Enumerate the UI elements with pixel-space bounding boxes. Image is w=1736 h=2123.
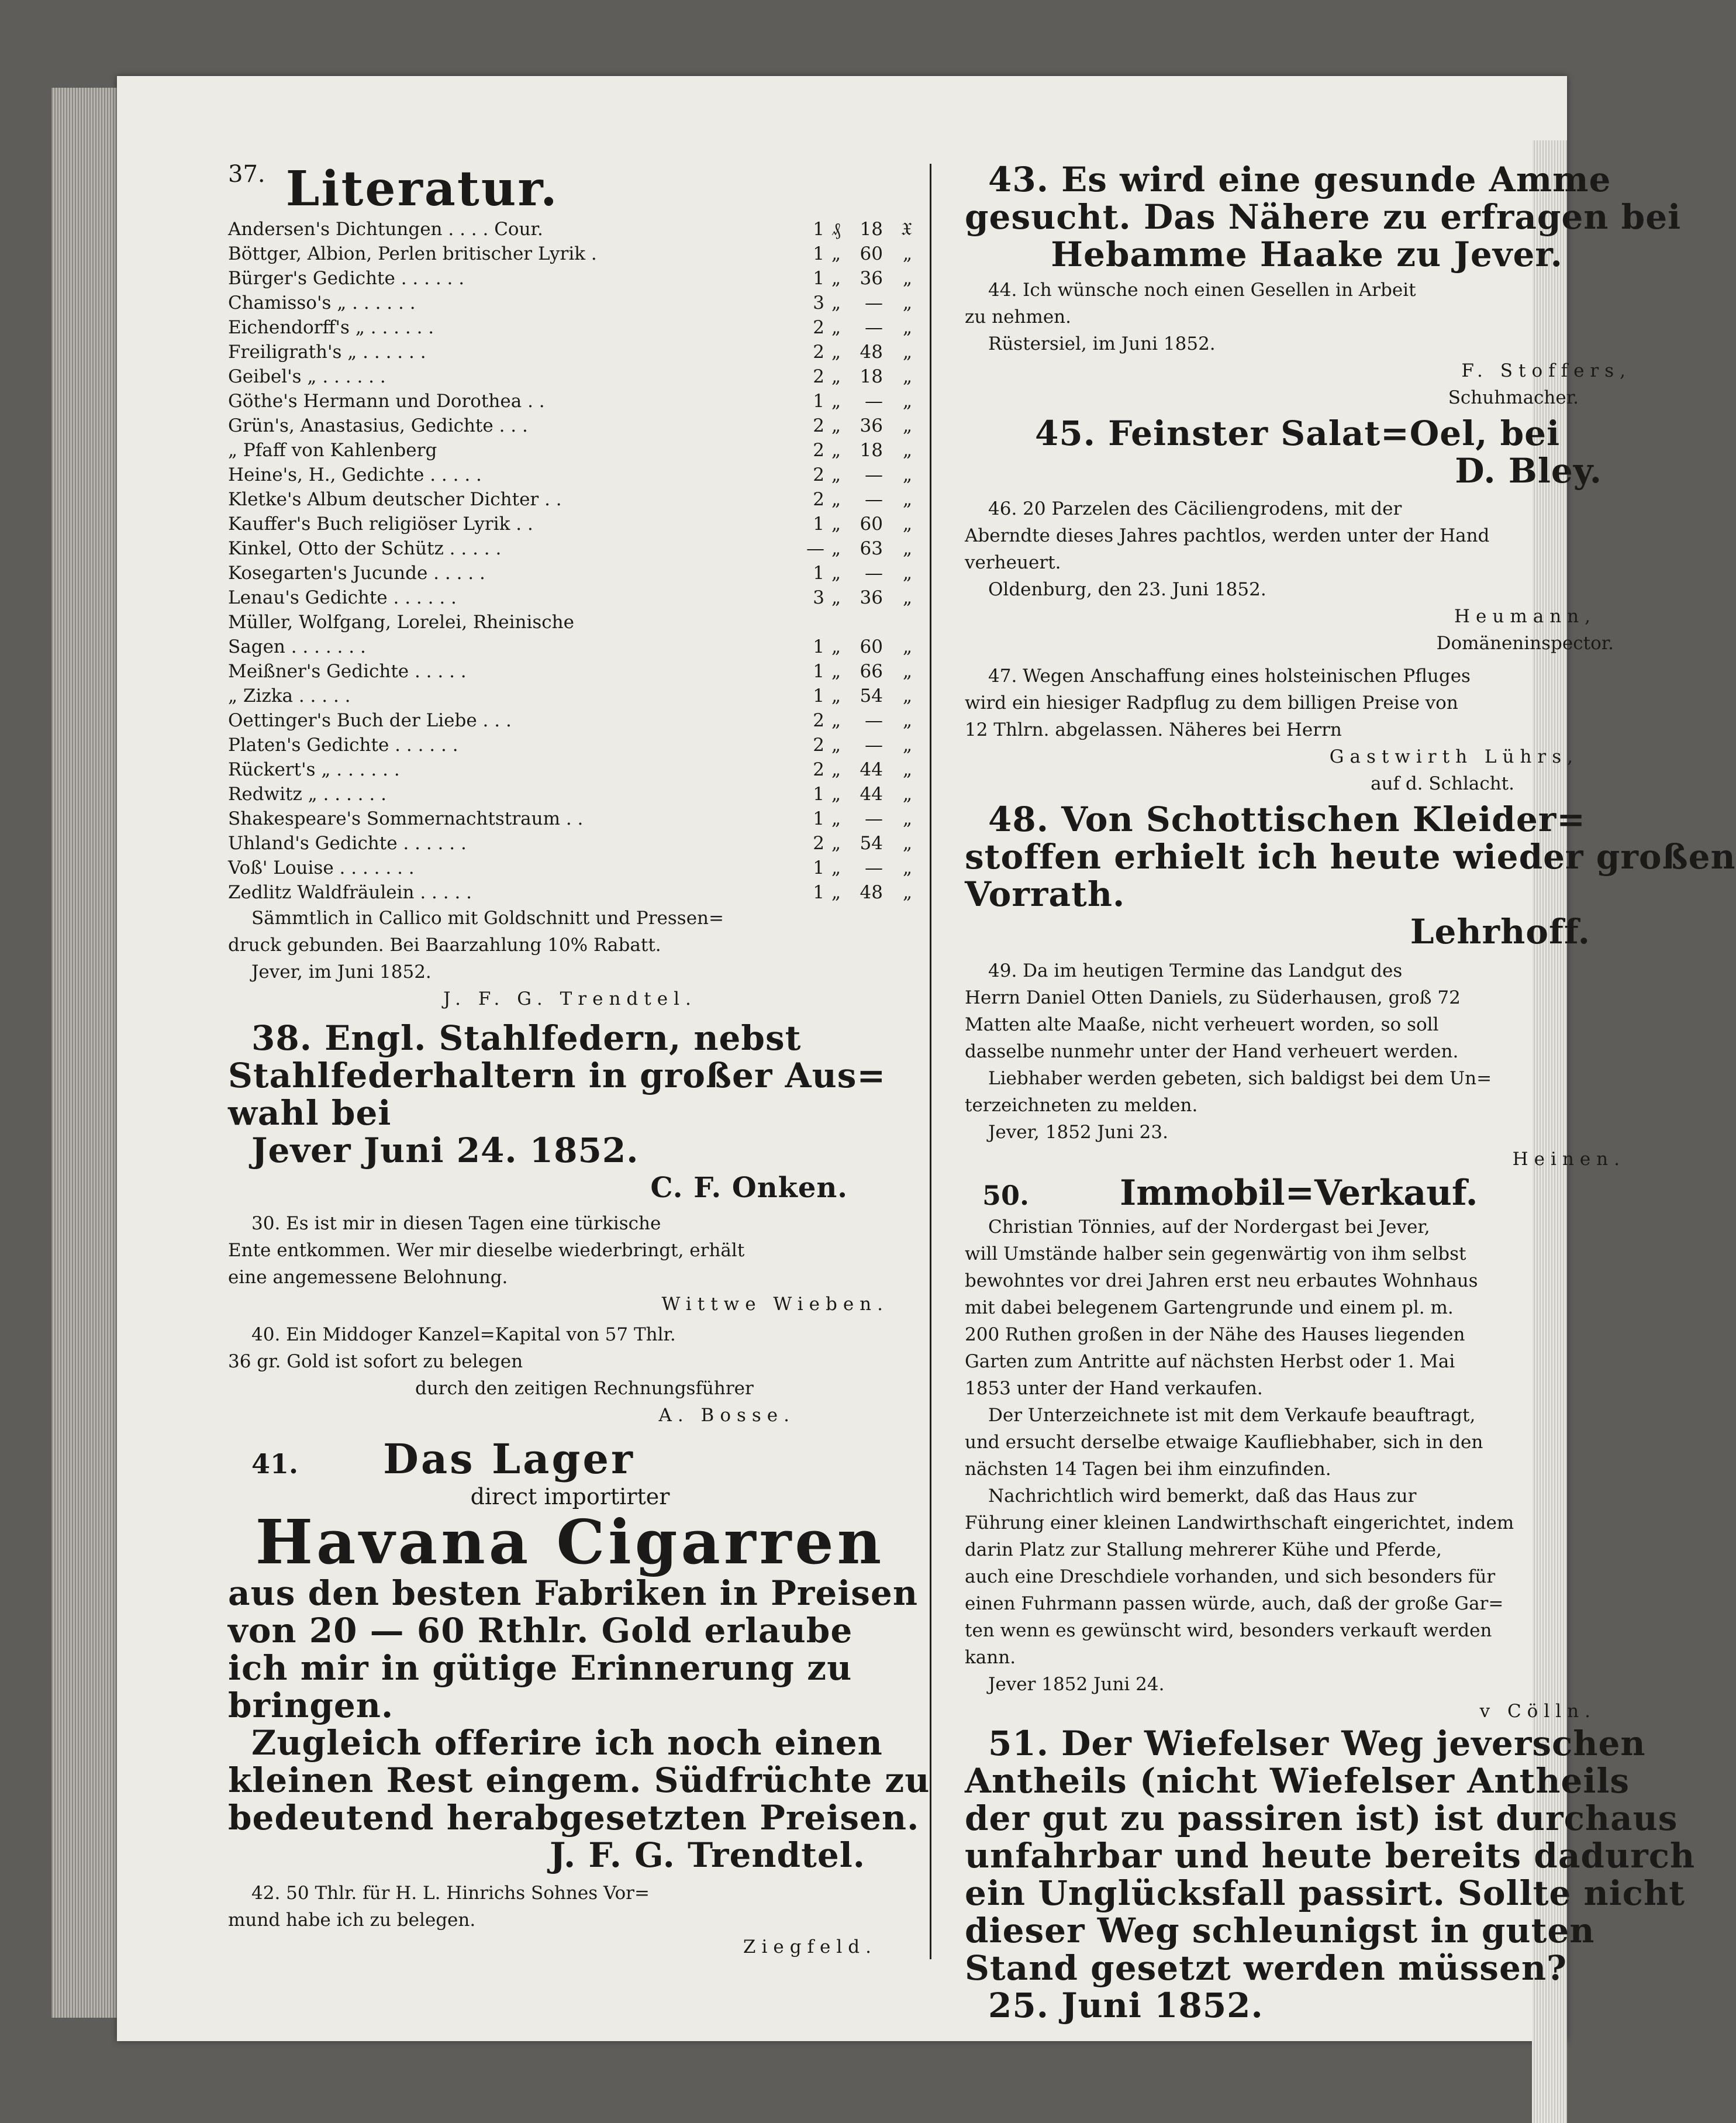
ad-50-title: Immobil=Verkauf. — [1120, 1173, 1478, 1214]
literature-cell-w: „ — [902, 538, 912, 559]
literature-cell-q: 2 — [813, 366, 824, 387]
literature-place: Jever, im Juni 1852. — [251, 961, 432, 983]
ad-50-line: Nachrichtlich wird bemerkt, daß das Haus zur — [988, 1486, 1417, 1507]
literature-cell-t: Uhland's Gedichte . . . . . . — [228, 833, 467, 854]
ad-47-line: wird ein hiesiger Radpflug zu dem billigen Preise von — [965, 692, 1458, 714]
literature-cell-q: 2 — [813, 464, 824, 485]
literature-row — [228, 561, 912, 585]
ad-47-signature: auf d. Schlacht. — [1371, 773, 1514, 794]
literature-cell-t: Andersen's Dichtungen . . . . Cour. — [228, 219, 543, 240]
literature-cell-v: 44 — [860, 784, 883, 805]
literature-cell-q: 3 — [813, 292, 824, 313]
literature-cell-v: 18 — [860, 440, 883, 461]
literature-row — [228, 880, 912, 905]
literature-row — [228, 782, 912, 807]
ad-49-line: 49. Da im heutigen Termine das Landgut des — [988, 960, 1403, 981]
ad-48-line: 48. Von Schottischen Kleider= — [988, 799, 1586, 839]
ad-41-subtitle: direct importirter — [470, 1484, 670, 1509]
literature-cell-u: „ — [831, 440, 841, 461]
literature-cell-u: „ — [831, 317, 841, 338]
literature-cell-t: Lenau's Gedichte . . . . . . — [228, 587, 457, 608]
ad-44-line: 44. Ich wünsche noch einen Gesellen in Arbeit — [988, 280, 1416, 301]
literature-cell-w: „ — [902, 415, 912, 436]
ad-42-signature: Ziegfeld. — [743, 1936, 877, 1957]
literature-cell-u: „ — [831, 685, 841, 706]
literature-cell-t: Zedlitz Waldfräulein . . . . . — [228, 882, 472, 903]
literature-row — [228, 536, 912, 561]
ad-45-line: D. Bley. — [1455, 451, 1602, 491]
literature-cell-v: — — [865, 563, 883, 584]
literature-cell-q: 3 — [813, 587, 824, 608]
ad-51-line: unfahrbar und heute bereits dadurch — [965, 1836, 1696, 1876]
ad-46-signature: Heumann, — [1454, 606, 1596, 627]
literature-cell-u: „ — [831, 464, 841, 485]
literature-cell-v: 60 — [860, 243, 883, 264]
ad-30-line: Ente entkommen. Wer mir dieselbe wiederbringt, erhält — [228, 1240, 745, 1261]
literature-cell-t: Voß' Louise . . . . . . . — [228, 857, 415, 878]
ad-41-headline: Havana Cigarren — [255, 1506, 885, 1578]
ad-43-line: 43. Es wird eine gesunde Amme — [988, 160, 1611, 199]
literature-cell-q: — — [806, 538, 824, 559]
literature-row — [228, 708, 912, 733]
ad-41-line: kleinen Rest eingem. Südfrüchte zu — [228, 1760, 930, 1800]
ad-41-line: aus den besten Fabriken in Preisen — [228, 1573, 918, 1613]
literature-cell-q: 2 — [813, 342, 824, 363]
literature-cell-t: Oettinger's Buch der Liebe . . . — [228, 710, 512, 731]
literature-cell-v: 48 — [860, 342, 883, 363]
literature-row — [228, 364, 912, 389]
literature-cell-v: — — [865, 489, 883, 510]
literature-cell-u: „ — [831, 415, 841, 436]
ad-50-line: mit dabei belegenem Gartengrunde und einem pl. m. — [965, 1297, 1454, 1318]
literature-row — [228, 315, 912, 340]
literature-row — [228, 413, 912, 438]
ad-50-line: will Umstände halber sein gegenwärtig von ihm selbst — [965, 1243, 1466, 1264]
literature-row — [228, 831, 912, 856]
literature-cell-u: „ — [831, 710, 841, 731]
literature-cell-v: 63 — [860, 538, 883, 559]
literature-cell-t: Kinkel, Otto der Schütz . . . . . — [228, 538, 502, 559]
literature-cell-u: „ — [831, 636, 841, 657]
ad-38-line: 38. Engl. Stahlfedern, nebst — [251, 1018, 802, 1058]
literature-cell-u: „ — [831, 513, 841, 535]
ad-30-line: 30. Es ist mir in diesen Tagen eine türkische — [251, 1213, 661, 1234]
literature-cell-v: — — [865, 464, 883, 485]
literature-row — [228, 463, 912, 487]
literature-cell-q: 2 — [813, 735, 824, 756]
literature-cell-q: 1 — [813, 661, 824, 682]
literature-cell-v: 44 — [860, 759, 883, 780]
literature-cell-u: „ — [831, 784, 841, 805]
literature-cell-v: — — [865, 808, 883, 829]
literature-row — [228, 610, 912, 635]
literature-cell-t: Shakespeare's Sommernachtstraum . . — [228, 808, 584, 829]
ad-43-line: gesucht. Das Nähere zu erfragen bei — [965, 197, 1682, 237]
literature-list — [228, 217, 912, 905]
ad-number: 37. — [228, 161, 265, 188]
literature-cell-q: 1 — [813, 513, 824, 535]
literature-cell-w: „ — [902, 268, 912, 289]
literature-row — [228, 807, 912, 831]
literature-row — [228, 512, 912, 536]
literature-cell-w: „ — [902, 808, 912, 829]
literature-cell-u: „ — [831, 489, 841, 510]
ad-50-line: auch eine Dreschdiele vorhanden, und sich besonders für — [965, 1566, 1496, 1587]
literature-cell-v: — — [865, 292, 883, 313]
literature-cell-q: 2 — [813, 710, 824, 731]
literature-cell-t: Redwitz „ . . . . . . — [228, 784, 386, 805]
literature-cell-q: 2 — [813, 317, 824, 338]
ad-49-line: Liebhaber werden gebeten, sich baldigst bei dem Un= — [988, 1068, 1492, 1089]
literature-cell-v: — — [865, 857, 883, 878]
literature-cell-w: „ — [902, 243, 912, 264]
ad-50-header — [965, 1173, 1649, 1214]
literature-cell-q: 1 — [813, 563, 824, 584]
ad-50-line: darin Platz zur Stallung mehrerer Kühe und Pferde, — [965, 1539, 1442, 1560]
ad-50-line: ten wenn es gewünscht wird, besonders verkauft werden — [965, 1620, 1492, 1641]
ad-49-line: dasselbe nunmehr unter der Hand verheuert werden. — [965, 1041, 1459, 1062]
literature-cell-t: Grün's, Anastasius, Gedichte . . . — [228, 415, 528, 436]
ad-42-line: 42. 50 Thlr. für H. L. Hinrichs Sohnes Vor= — [251, 1883, 650, 1904]
ad-43-line: Hebamme Haake zu Jever. — [1051, 235, 1563, 274]
ad-44-signature: Schuhmacher. — [1448, 387, 1579, 408]
literature-cell-t: „ Zizka . . . . . — [228, 685, 351, 706]
literature-cell-u: „ — [831, 857, 841, 878]
literature-cell-q: 1 — [813, 636, 824, 657]
literature-cell-u: „ — [831, 292, 841, 313]
literature-cell-q: 1 — [813, 882, 824, 903]
literature-cell-u: „ — [831, 587, 841, 608]
literature-row — [228, 585, 912, 610]
literature-cell-u: „ — [831, 661, 841, 682]
literature-row — [228, 389, 912, 413]
literature-cell-q: 1 — [813, 685, 824, 706]
ad-41-line: Zugleich offerire ich noch einen — [251, 1723, 883, 1763]
literature-cell-u: „ — [831, 538, 841, 559]
literature-cell-u: „ — [831, 882, 841, 903]
ad-44-signature: F. Stoffers, — [1461, 360, 1631, 381]
literature-cell-w: „ — [902, 685, 912, 706]
literature-cell-q: 2 — [813, 415, 824, 436]
literature-cell-q: 2 — [813, 440, 824, 461]
literature-cell-v: 54 — [860, 833, 883, 854]
ad-30-line: eine angemessene Belohnung. — [228, 1267, 508, 1288]
literature-cell-q: 1 — [813, 808, 824, 829]
ad-50-line: Führung einer kleinen Landwirthschaft eingerichtet, indem — [965, 1512, 1514, 1533]
ad-50-line: und ersucht derselbe etwaige Kaufliebhaber, sich in den — [965, 1432, 1483, 1453]
book-page-stack-left — [51, 88, 122, 2018]
ad-51-line: 51. Der Wiefelser Weg jeverschen — [988, 1724, 1646, 1763]
literature-cell-t: Müller, Wolfgang, Lorelei, Rheinische — [228, 612, 574, 633]
ad-38-line: wahl bei — [228, 1093, 392, 1133]
literature-cell-t: Sagen . . . . . . . — [228, 636, 366, 657]
ad-41-header — [228, 1435, 912, 1483]
literature-cell-v: — — [865, 317, 883, 338]
literature-cell-w: „ — [902, 857, 912, 878]
ad-50-line: 200 Ruthen großen in der Nähe des Hauses liegenden — [965, 1324, 1465, 1345]
literature-cell-w: „ — [902, 464, 912, 485]
ad-40-line: 40. Ein Middoger Kanzel=Kapital von 57 Thlr. — [251, 1324, 676, 1345]
ad-50-line: Garten zum Antritte auf nächsten Herbst oder 1. Mai — [965, 1351, 1455, 1372]
literature-cell-v: 60 — [860, 636, 883, 657]
literature-row — [228, 757, 912, 782]
ad-30-signature: Wittwe Wieben. — [661, 1294, 889, 1315]
ad-41-line: ich mir in gütige Erinnerung zu — [228, 1648, 853, 1688]
ad-38-line: Stahlfederhaltern in großer Aus= — [228, 1056, 886, 1095]
ad-45-line: 45. Feinster Salat=Oel, bei — [1035, 413, 1561, 453]
literature-note: Sämmtlich in Callico mit Goldschnitt und Pressen= — [251, 908, 724, 929]
ad-51-line: Stand gesetzt werden müssen? — [965, 1948, 1568, 1988]
ad-46-signature: Domäneninspector. — [1436, 633, 1614, 654]
literature-cell-q: 1 — [813, 268, 824, 289]
literature-cell-t: Chamisso's „ . . . . . . — [228, 292, 416, 313]
literature-cell-u: „ — [831, 808, 841, 829]
ad-50-line: Jever 1852 Juni 24. — [988, 1674, 1165, 1695]
literature-cell-q: 1 — [813, 857, 824, 878]
literature-cell-w: „ — [902, 366, 912, 387]
ad-50-line: einen Fuhrmann passen würde, auch, daß der große Gar= — [965, 1593, 1504, 1614]
ad-41-title: Das Lager — [383, 1435, 635, 1483]
ad-51-line: dieser Weg schleunigst in guten — [965, 1911, 1595, 1950]
literature-row — [228, 856, 912, 880]
literature-cell-w: „ — [902, 833, 912, 854]
ad-49-line: Herrn Daniel Otten Daniels, zu Süderhausen, groß 72 — [965, 987, 1461, 1008]
ad-48-signature: Lehrhoff. — [1410, 912, 1590, 952]
literature-cell-v: 60 — [860, 513, 883, 535]
literature-cell-t: Göthe's Hermann und Dorothea . . — [228, 391, 545, 412]
literature-cell-w: „ — [902, 661, 912, 682]
ad-46-line: Aberndte dieses Jahres pachtlos, werden unter der Hand — [965, 525, 1490, 546]
ad-44-line: zu nehmen. — [965, 306, 1071, 328]
literature-cell-t: Kletke's Album deutscher Dichter . . — [228, 489, 562, 510]
literature-title: Literatur. — [285, 161, 559, 217]
literature-cell-q: 2 — [813, 833, 824, 854]
ad-46-line: Oldenburg, den 23. Juni 1852. — [988, 579, 1266, 600]
literature-row — [228, 266, 912, 291]
literature-cell-u — [824, 610, 848, 635]
ad-number: 41. — [251, 1448, 299, 1480]
ad-41-line: bringen. — [228, 1686, 394, 1725]
literature-cell-w: „ — [902, 710, 912, 731]
literature-row — [228, 684, 912, 708]
ad-38-signature: C. F. Onken. — [650, 1171, 848, 1204]
literature-cell-w: „ — [902, 342, 912, 363]
literature-cell-t: Bürger's Gedichte . . . . . . — [228, 268, 465, 289]
ad-40-line: durch den zeitigen Rechnungsführer — [415, 1378, 754, 1399]
literature-cell-q: 2 — [813, 489, 824, 510]
ad-51-line: der gut zu passiren ist) ist durchaus — [965, 1798, 1678, 1838]
literature-cell-w: „ — [902, 292, 912, 313]
literature-row — [228, 217, 912, 242]
literature-row — [228, 438, 912, 463]
literature-cell-q — [789, 610, 824, 635]
ad-51-line: ein Unglücksfall passirt. Sollte nicht — [965, 1873, 1685, 1913]
ad-50-line: 1853 unter der Hand verkaufen. — [965, 1378, 1263, 1399]
literature-cell-w: 𝔛 — [900, 219, 912, 240]
ad-41-line: von 20 — 60 Rthlr. Gold erlaube — [228, 1611, 853, 1650]
ad-47-line: 47. Wegen Anschaffung eines holsteinischen Pfluges — [988, 666, 1471, 687]
ad-46-line: verheuert. — [965, 552, 1061, 573]
literature-cell-q: 1 — [813, 219, 824, 240]
literature-cell-v: — — [865, 735, 883, 756]
literature-cell-q: 1 — [813, 391, 824, 412]
literature-cell-u: „ — [831, 366, 841, 387]
column-divider — [930, 164, 931, 1959]
literature-cell-w: „ — [902, 440, 912, 461]
literature-cell-u: „ — [831, 563, 841, 584]
literature-cell-w: „ — [902, 317, 912, 338]
literature-cell-u: „ — [831, 833, 841, 854]
ad-47-line: 12 Thlrn. abgelassen. Näheres bei Herrn — [965, 719, 1342, 740]
literature-row — [228, 291, 912, 315]
literature-cell-v: 48 — [860, 882, 883, 903]
ad-51-line: Antheils (nicht Wiefelser Antheils — [965, 1761, 1630, 1801]
literature-cell-v: 36 — [860, 415, 883, 436]
literature-row — [228, 340, 912, 364]
literature-cell-t: Kosegarten's Jucunde . . . . . — [228, 563, 485, 584]
literature-row — [228, 487, 912, 512]
ad-50-line: Der Unterzeichnete ist mit dem Verkaufe beauftragt, — [988, 1405, 1476, 1426]
literature-cell-w: „ — [902, 759, 912, 780]
ad-41-line: bedeutend herabgesetzten Preisen. — [228, 1798, 920, 1838]
literature-cell-v: 36 — [860, 587, 883, 608]
literature-cell-t: Rückert's „ . . . . . . — [228, 759, 400, 780]
literature-row — [228, 659, 912, 684]
literature-cell-v: 66 — [860, 661, 883, 682]
ad-46-line: 46. 20 Parzelen des Cäciliengrodens, mit der — [988, 498, 1402, 519]
ad-41-signature: J. F. G. Trendtel. — [550, 1835, 865, 1875]
literature-cell-u: „ — [831, 243, 841, 264]
ad-49-line: Matten alte Maaße, nicht verheuert worden, so soll — [965, 1014, 1439, 1035]
literature-cell-t: Böttger, Albion, Perlen britischer Lyrik . — [228, 243, 597, 264]
right-column — [965, 160, 1736, 2025]
literature-cell-w: „ — [902, 784, 912, 805]
ad-40-line: 36 gr. Gold ist sofort zu belegen — [228, 1351, 523, 1372]
literature-cell-v: 36 — [860, 268, 883, 289]
ad-number: 50. — [982, 1180, 1030, 1211]
literature-cell-u: „ — [831, 391, 841, 412]
literature-cell-t: Heine's, H., Gedichte . . . . . — [228, 464, 482, 485]
literature-cell-v: 54 — [860, 685, 883, 706]
literature-cell-q: 1 — [813, 784, 824, 805]
literature-cell-q: 1 — [813, 243, 824, 264]
literature-cell-w: „ — [902, 587, 912, 608]
ad-50-signature: v Cölln. — [1479, 1701, 1596, 1722]
ad-51-line: 25. Juni 1852. — [988, 1986, 1264, 2025]
literature-cell-v: — — [865, 391, 883, 412]
literature-cell-u: „ — [831, 735, 841, 756]
ad-50-line: bewohntes vor drei Jahren erst neu erbautes Wohnhaus — [965, 1270, 1478, 1291]
literature-cell-w: „ — [902, 391, 912, 412]
literature-row — [228, 733, 912, 757]
literature-cell-t: Freiligrath's „ . . . . . . — [228, 342, 426, 363]
literature-cell-t: Kauffer's Buch religiöser Lyrik . . — [228, 513, 533, 535]
literature-signature: J. F. G. Trendtel. — [443, 988, 697, 1009]
ad-47-signature: Gastwirth Lührs, — [1329, 746, 1579, 767]
newspaper-page — [117, 76, 1736, 2041]
literature-cell-u: „ — [831, 759, 841, 780]
literature-cell-t: Platen's Gedichte . . . . . . — [228, 735, 458, 756]
ad-50-line: kann. — [965, 1647, 1016, 1668]
literature-row — [228, 242, 912, 266]
ad-49-line: terzeichneten zu melden. — [965, 1095, 1198, 1116]
ad-44-line: Rüstersiel, im Juni 1852. — [988, 333, 1216, 354]
literature-cell-t: Meißner's Gedichte . . . . . — [228, 661, 467, 682]
literature-cell-w: „ — [902, 489, 912, 510]
literature-cell-v: — — [865, 710, 883, 731]
literature-cell-t: „ Pfaff von Kahlenberg — [228, 440, 437, 461]
left-column — [228, 161, 930, 1960]
literature-cell-w: „ — [902, 563, 912, 584]
literature-cell-w: „ — [902, 513, 912, 535]
ad-49-line: Jever, 1852 Juni 23. — [988, 1122, 1168, 1143]
literature-cell-u: „ — [831, 342, 841, 363]
ad-49-signature: Heinen. — [1512, 1149, 1625, 1170]
ad-48-line: stoffen erhielt ich heute wieder großen — [965, 837, 1736, 877]
ad-50-line: nächsten 14 Tagen bei ihm einzufinden. — [965, 1459, 1331, 1480]
literature-cell-u: ₰ — [831, 219, 841, 240]
ad-38-line: Jever Juni 24. 1852. — [251, 1131, 639, 1170]
ad-48-line: Vorrath. — [965, 874, 1126, 914]
ad-42-line: mund habe ich zu belegen. — [228, 1910, 476, 1931]
literature-cell-v — [848, 610, 883, 635]
literature-note: druck gebunden. Bei Baarzahlung 10% Rabatt. — [228, 935, 661, 956]
literature-header — [228, 161, 912, 217]
literature-cell-w: „ — [902, 882, 912, 903]
literature-cell-u: „ — [831, 268, 841, 289]
literature-cell-w: „ — [902, 735, 912, 756]
literature-cell-t: Eichendorff's „ . . . . . . — [228, 317, 434, 338]
literature-cell-v: 18 — [860, 366, 883, 387]
ad-50-line: Christian Tönnies, auf der Nordergast bei Jever, — [988, 1216, 1430, 1238]
literature-cell-t: Geibel's „ . . . . . . — [228, 366, 386, 387]
literature-cell-w: „ — [902, 636, 912, 657]
literature-cell-w — [883, 610, 912, 635]
literature-row — [228, 635, 912, 659]
literature-cell-v: 18 — [860, 219, 883, 240]
literature-cell-q: 2 — [813, 759, 824, 780]
ad-40-signature: A. Bosse. — [658, 1405, 795, 1426]
